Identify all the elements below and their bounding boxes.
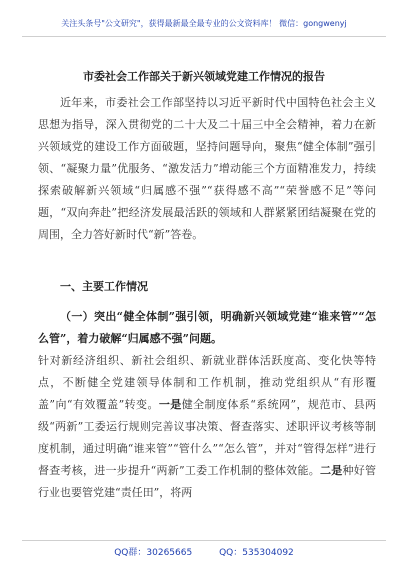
body-text-part3: 种好管行业也要管党建“责任田”，将两 (38, 464, 377, 499)
top-promo-banner: 关注头条号"公文研究"，获得最新最全最专业的公文资料库！ 微信：gongwenyj (61, 19, 347, 28)
qq-group-label: QQ群：30265665 (114, 548, 193, 558)
bottom-divider (22, 540, 386, 541)
bold-lead-second: 二是 (319, 464, 343, 477)
document-title: 市委社会工作部关于新兴领域党建工作情况的报告 (83, 70, 325, 83)
top-divider (22, 36, 386, 37)
body-text-part2: 健全制度体系“系统网”，规范市、县两级“两新”工委运行规则完善议事决策、督查落实、述职评议考核等制度机制，通过明确“谁来管”“管什么”“怎么管”，并对“管得怎样”进行督查考核，进一步提升“两新”工委工作机制的整体效能。 (38, 398, 377, 477)
qq-number-label: QQ：535304092 (219, 548, 294, 558)
bottom-contact-banner (0, 544, 408, 562)
body-paragraph (38, 350, 376, 504)
subsection-heading: （一）突出“健全体制”强引领，明确新兴领域党建“谁来管”“怎么管”，着力破解“归属感不强”问题。 (38, 310, 376, 345)
section-heading: 一、主要工作情况 (60, 280, 148, 293)
intro-paragraph: 近年来，市委社会工作部坚持以习近平新时代中国特色社会主义思想为指导，深入贯彻党的二十大及二十届三中全会精神，着力在新兴领域党的建设工作方面破题，坚持问题导向，聚焦“健全体制”强引领、“凝聚力量”优服务、“激发活力”增动能三个方面精准发力，持续探索破解新兴领域“归属感不强”“获得感不高”“荣誉感不足”等问题，“双向奔赴”把经济发展最活跃的领域和人群紧紧团结凝聚在党的周围，全力答好新时代“新”答卷。 (38, 96, 376, 241)
bold-lead-first: 一是 (158, 398, 182, 411)
body-text-part1: 针对新经济组织、新社会组织、新就业群体活跃度高、变化快等特点，不断健全党建领导体制和工作机制，推动党组织从“有形覆盖”向“有效覆盖”转变。 (38, 354, 376, 411)
